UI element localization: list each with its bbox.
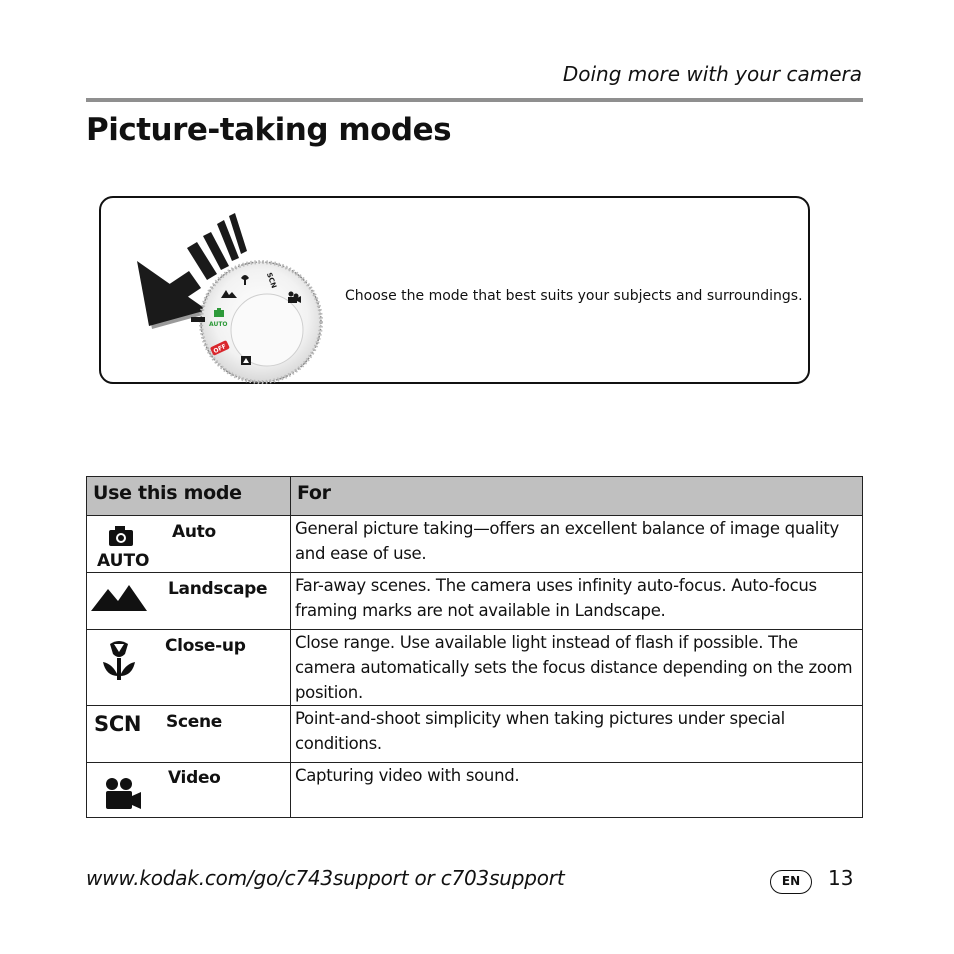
column-header-for: For (291, 477, 863, 516)
page-title: Picture-taking modes (86, 112, 452, 148)
dial-auto-label: AUTO (209, 321, 228, 328)
auto-camera-icon (97, 524, 151, 568)
mode-cell-video (87, 763, 291, 818)
table-header-row (87, 477, 863, 516)
modes-table (86, 476, 863, 818)
mode-name-video: Video (168, 768, 221, 788)
mode-dial-callout (99, 196, 810, 384)
dial-indicator-mark (191, 317, 205, 322)
close-up-flower-icon (101, 640, 137, 684)
dial-auto-camera-icon (214, 310, 224, 317)
mode-cell-scene (87, 706, 291, 763)
video-camera-icon (103, 777, 143, 813)
dial-off-label: OFF (212, 343, 228, 356)
mode-name-scene: Scene (166, 712, 222, 732)
auto-icon-label: AUTO (97, 551, 150, 568)
mode-cell-auto (87, 516, 291, 573)
dial-scn-label: SCN (264, 271, 278, 290)
mode-dial-illustration (129, 206, 329, 384)
footer-url: www.kodak.com/go/c743support or c703support (86, 866, 565, 890)
scene-scn-icon: SCN (94, 712, 142, 736)
mode-desc-closeup: Close range. Use available light instead of flash if possible. The camera automatically sets the focus distance depending on the zoom position. (291, 630, 863, 706)
mode-desc-scene: Point-and-shoot simplicity when taking pictures under special conditions. (291, 706, 863, 763)
mode-dial (191, 262, 321, 382)
mode-name-closeup: Close-up (165, 636, 246, 656)
landscape-mountains-icon (91, 583, 147, 613)
language-badge: EN (770, 870, 812, 894)
column-header-mode: Use this mode (87, 477, 291, 516)
dial-caption: Choose the mode that best suits your subjects and surroundings. (345, 288, 803, 304)
mode-desc-auto: General picture taking—offers an excellent balance of image quality and ease of use. (291, 516, 863, 573)
running-header: Doing more with your camera (562, 62, 862, 86)
page-number: 13 (828, 866, 854, 890)
table-row (87, 516, 863, 573)
mode-desc-landscape: Far-away scenes. The camera uses infinity auto-focus. Auto-focus framing marks are not available in Landscape. (291, 573, 863, 630)
mode-desc-video: Capturing video with sound. (291, 763, 863, 818)
table-row (87, 630, 863, 706)
table-row (87, 706, 863, 763)
mode-name-auto: Auto (172, 522, 216, 542)
mode-cell-closeup (87, 630, 291, 706)
mode-name-landscape: Landscape (168, 579, 268, 599)
header-rule (86, 98, 863, 102)
table-row (87, 763, 863, 818)
table-row (87, 573, 863, 630)
mode-cell-landscape (87, 573, 291, 630)
